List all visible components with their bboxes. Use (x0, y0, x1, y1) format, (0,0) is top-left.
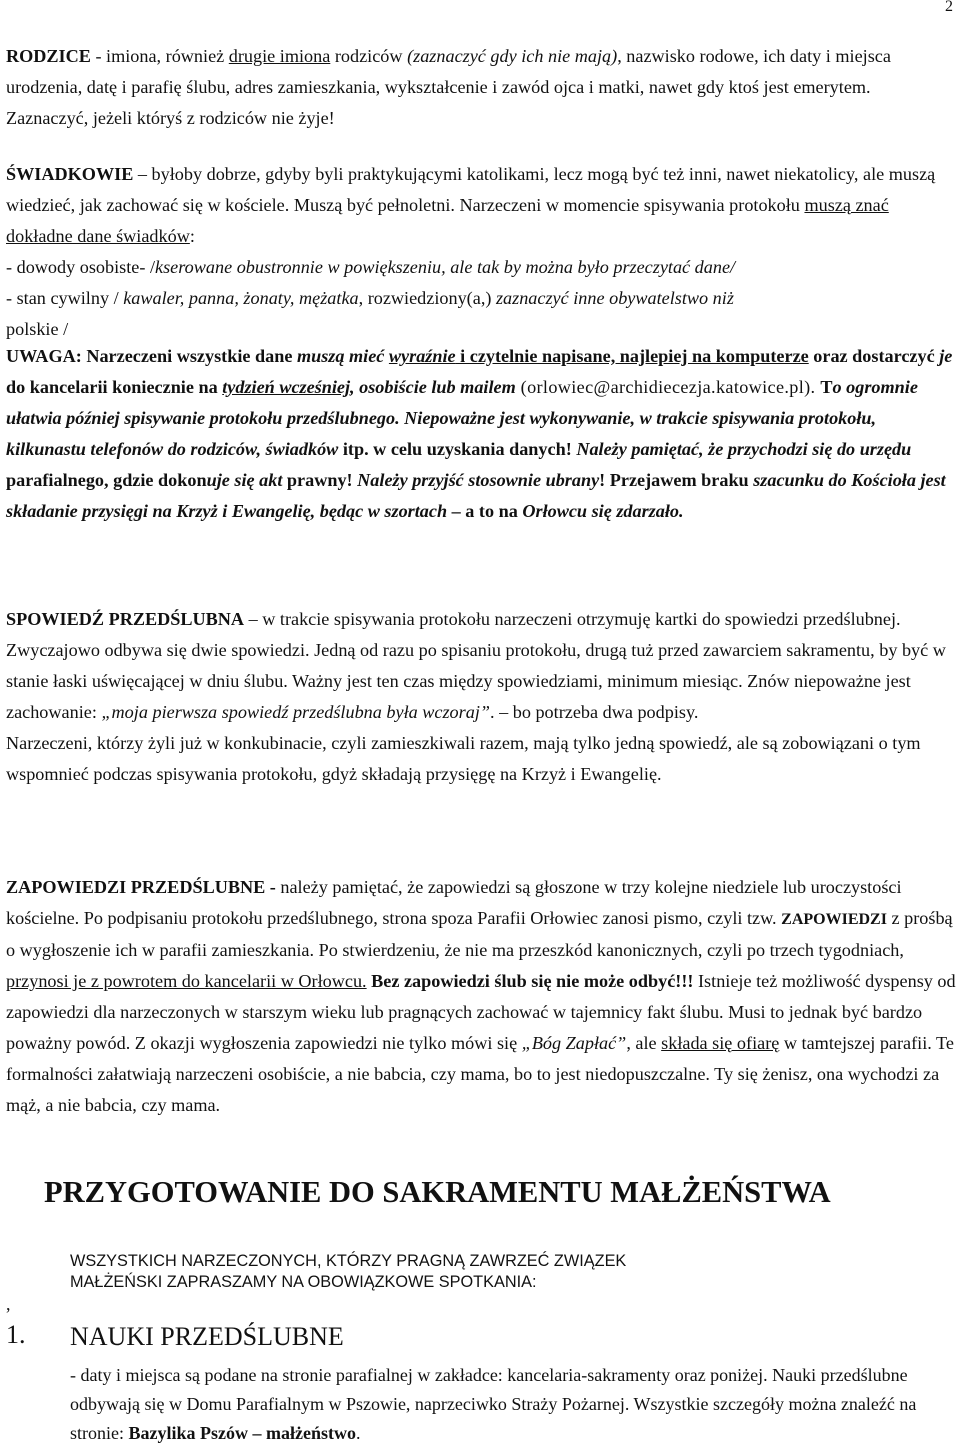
page-title: PRZYGOTOWANIE DO SAKRAMENTU MAŁŻEŃSTWA (44, 1175, 831, 1209)
text: - dowody osobiste- / (6, 257, 156, 277)
page-number: 2 (945, 0, 953, 15)
text-bold-italic-underlined: tydzień wcześniej (222, 377, 351, 397)
text: - stan cywilny / (6, 288, 124, 308)
text-bold: do kancelarii koniecznie na (6, 377, 223, 397)
text: : (189, 226, 195, 246)
text-bold-italic: , osobiście lub mailem (350, 377, 516, 397)
text-bold-italic-underlined: wyraźnie (388, 346, 456, 366)
text-underlined: przynosi je z powrotem do kancelarii w Orłowcu. (6, 971, 367, 991)
witnesses-label: ŚWIADKOWIE (6, 164, 134, 184)
text-italic: (zaznaczyć gdy ich nie mają) (407, 46, 618, 66)
banns-label: ZAPOWIEDZI PRZEDŚLUBNE - (6, 877, 276, 897)
text: rodziców (330, 46, 408, 66)
section-body (70, 1361, 950, 1448)
text-italic: „Bóg Zapłać” (521, 1033, 627, 1053)
text: Istnieje też możliwość dyspensy od zapowiedzi dla narzeczonych w starszym wieku lub pragnących zachować w tajemnicy fakt ślubu. Musi to jednak być bardzo poważny powód. Z okazji wygłoszenia zapowiedzi nie tylko mówi się (6, 971, 956, 1053)
text-bold-italic: Należy przyjść stosownie ubrany (357, 470, 600, 490)
text-bold: itp. w celu uzyskania danych! (338, 439, 577, 459)
text-bold-italic: szacunku do Kościoła jest składanie przysięgi na Krzyż i Ewangelię, będąc w szortach (6, 470, 946, 521)
banns-paragraph (6, 872, 956, 1121)
confession-paragraph (6, 604, 956, 790)
text: , nazwisko rodowe, ich daty i miejsca urodzenia, datę i parafię ślubu, adres zamieszkania, wykształcenie i zawód ojca i matki, nawet gdy ktoś jest emerytem. Zaznaczyć, jeżeli któryś z rodziców nie żyje! (6, 46, 891, 128)
text-bold-underlined: i czytelnie napisane, najlepiej na komputerze (455, 346, 809, 366)
text: – byłoby dobrze, gdyby byli praktykującymi katolikami, lecz mogą być też inni, nawet niekatolicy, ale muszą wiedzieć, jak zachować się w kościele. Muszą być pełnoletni. Narzeczeni w momencie spisywania protokołu (6, 164, 936, 215)
text-bold-italic: muszą mieć (296, 346, 389, 366)
witnesses-paragraph (6, 159, 956, 345)
text: . (355, 1423, 361, 1443)
text-underlined: składa się ofiarę (661, 1033, 780, 1053)
parents-label: RODZICE (6, 46, 91, 66)
text-bold-italic: Należy pamiętać, że przychodzi się do urzędu (576, 439, 912, 459)
text-bold: Bazylika Pszów – małżeństwo (128, 1423, 356, 1443)
text-bold: prawny! (282, 470, 358, 490)
invitation-line: WSZYSTKICH NARZECZONYCH, KTÓRZY PRAGNĄ ZAWRZEĆ ZWIĄZEK (70, 1252, 627, 1270)
invitation-line: MAŁŻEŃSKI ZAPRASZAMY NA OBOWIĄZKOWE SPOTKANIA: (70, 1273, 537, 1291)
section-title: NAUKI PRZEDŚLUBNE (70, 1322, 344, 1351)
text-italic: kawaler, panna, żonaty, mężatka (123, 288, 359, 308)
email-text: (orlowiec@archidiecezja.katowice.pl). (515, 377, 821, 397)
stray-comma: , (6, 1294, 11, 1314)
section-number: 1. (6, 1320, 26, 1349)
text-underlined: drugie imiona (228, 46, 331, 66)
text-italic: „moja pierwsza spowiedź przedślubna była wczoraj” (101, 702, 490, 722)
notice-paragraph (6, 341, 956, 527)
text: , ale (626, 1033, 662, 1053)
text-bold: T (820, 377, 833, 397)
text-underlined: muszą znać dokładne dane świadków (6, 195, 889, 246)
text-bold-italic: Orłowcu się zdarzało. (522, 501, 684, 521)
text: – w trakcie spisywania protokołu narzeczeni otrzymuję kartki do spowiedzi przedślubnej. Zwyczajowo odbywa się dwie spowiedzi. Jedną od razu po spisaniu protokołu, drugą tuż przed zawarciem sakramentu, by być w stanie łaski uświęcającej w dniu ślubu. Ważny jest ten czas między spowiedziami, minimum miesiąc. Znów niepoważne jest zachowanie: (6, 609, 946, 722)
text-italic: zaznaczyć inne obywatelstwo niż (495, 288, 734, 308)
text: Narzeczeni, którzy żyli już w konkubinacie, czyli zamieszkiwali razem, mają tylko jedną spowiedź, ale są zobowiązani o tym wspomnieć podczas spisywania protokołu, gdyż składają przysięgę na Krzyż i Ewangelię. (6, 733, 921, 784)
text: w tamtejszej parafii. Te formalności załatwiają narzeczeni osobiście, a nie babcia, czy mama, bo to jest niedopuszczalne. Ty się żenisz, ona wychodzi za mąż, a nie babcia, czy mama. (6, 1033, 954, 1115)
text-italic: kserowane obustronnie w powiększeniu, ale tak by można było przeczytać dane/ (155, 257, 736, 277)
text: . – bo potrzeba dwa podpisy. (489, 702, 699, 722)
parents-paragraph (6, 41, 956, 134)
text-bold: Bez zapowiedzi ślub się nie może odbyć!!! (366, 971, 694, 991)
text-bold-italic: uje się akt (206, 470, 283, 490)
confession-label: SPOWIEDŹ PRZEDŚLUBNA (6, 609, 245, 629)
notice-label: UWAGA: Narzeczeni wszystkie dane (6, 346, 297, 366)
text-bold: ! Przejawem braku (599, 470, 754, 490)
text: - imiona, również (90, 46, 229, 66)
text-bold: oraz dostarczyć (808, 346, 940, 366)
text-bold: ZAPOWIEDZI (781, 911, 887, 928)
text-bold-italic: Niepoważne jest wykonywanie, w trakcie spisywania protokołu, kilkunastu telefonów do rodziców, świadków (6, 408, 877, 459)
text: polskie / (6, 319, 69, 339)
text-bold: – a to na (447, 501, 523, 521)
text-bold-italic: je (939, 346, 953, 366)
text: - daty i miejsca są podane na stronie parafialnej w zakładce: kancelaria-sakramenty oraz poniżej. Nauki przedślubne odbywają się w Domu Parafialnym w Pszowie, naprzeciwko Straży Pożarnej. Wszystkie szczegóły można znaleźć na stronie: (70, 1365, 917, 1443)
invitation-text (70, 1251, 626, 1293)
text: , rozwiedziony(a,) (358, 288, 496, 308)
text-bold: parafialnego, gdzie dokon (6, 470, 207, 490)
text: z prośbą o wygłoszenie ich w parafii zamieszkania. Po stwierdzeniu, że nie ma przeszkód kanonicznych, czyli po trzech tygodniach, (6, 908, 953, 960)
text: należy pamiętać, że zapowiedzi są głoszone w trzy kolejne niedziele lub uroczystości kościelne. Po podpisaniu protokołu przedślubnego, strona spoza Parafii Orłowiec zanosi pismo, czyli tzw. (6, 877, 902, 928)
text-bold-italic: o ogromnie ułatwia później spisywanie protokołu przedślubnego. (6, 377, 918, 428)
